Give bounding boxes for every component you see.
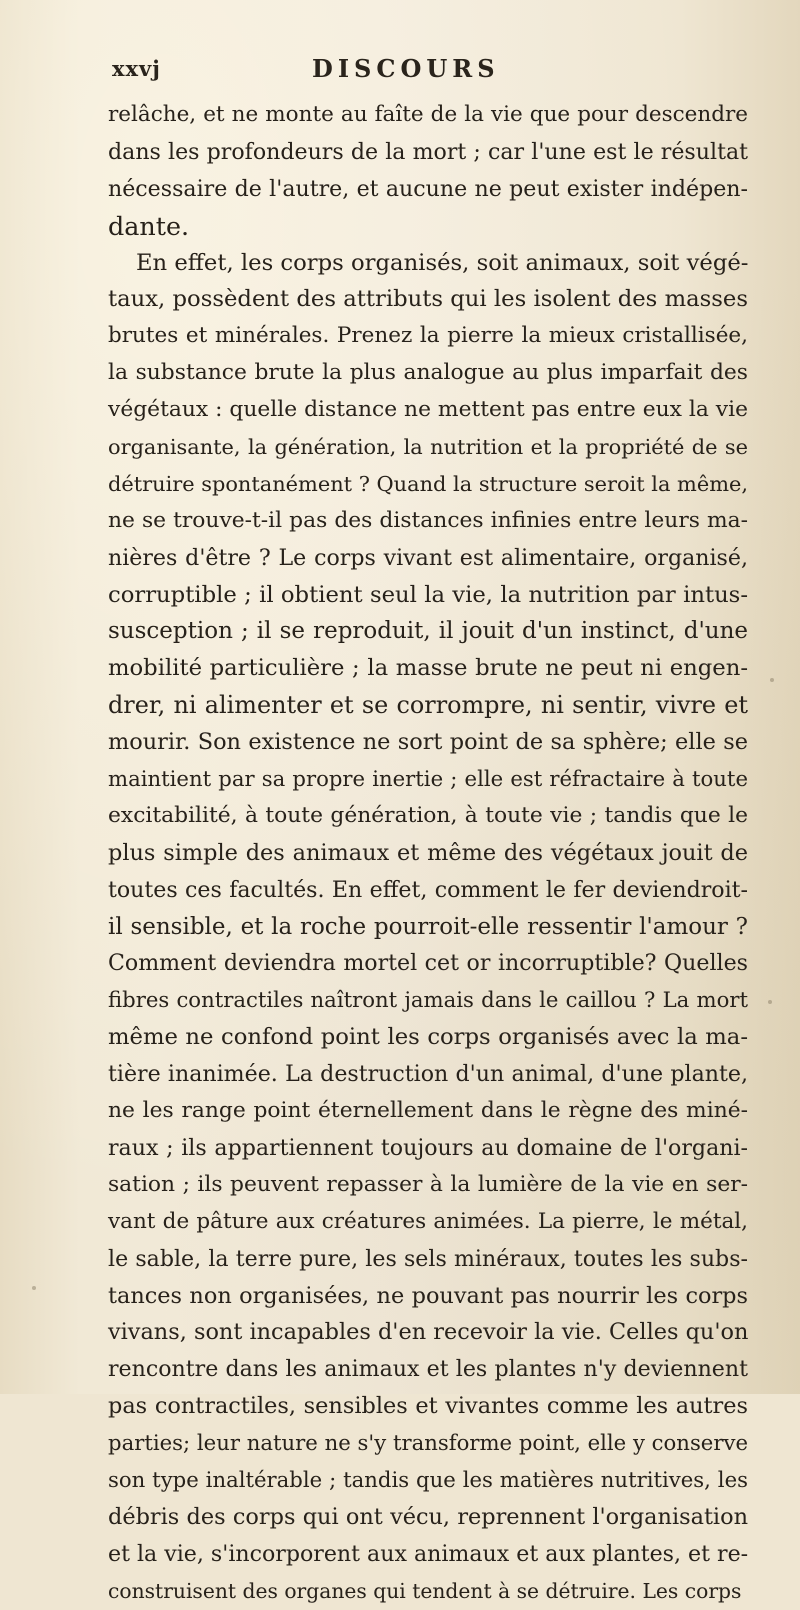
paper-speck [32, 1286, 36, 1290]
text-line: corruptible ; il obtient seul la vie, la nutrition par intus- [108, 581, 748, 608]
text-line: En effet, les corps organisés, soit animaux, soit végé- [136, 249, 749, 276]
text-line: la substance brute la plus analogue au plus imparfait des [108, 360, 748, 386]
text-line: brutes et minérales. Prenez la pierre la mieux cristallisée, [108, 323, 748, 349]
text-line: excitabilité, à toute génération, à toute vie ; tandis que le [108, 802, 748, 828]
text-line: dans les profondeurs de la mort ; car l'une est le résultat [108, 138, 748, 165]
text-line: mourir. Son existence ne sort point de sa sphère; elle se [108, 729, 748, 756]
text-line: détruire spontanément ? Quand la structure seroit la même, [108, 471, 749, 496]
text-line: le sable, la terre pure, les sels minéraux, toutes les subs- [108, 1245, 748, 1272]
text-line: construisent des organes qui tendent à se détruire. Les corps [108, 1578, 742, 1603]
page-header [112, 50, 712, 90]
text-line: dante. [108, 210, 190, 241]
text-line: débris des corps qui ont vécu, reprennent l'organisation [108, 1503, 748, 1530]
text-line: vant de pâture aux créatures animées. La pierre, le métal, [108, 1208, 748, 1234]
text-line: ne les range point éternellement dans le règne des miné- [108, 1098, 748, 1124]
text-line: organisante, la génération, la nutrition et la propriété de se [108, 435, 748, 460]
text-line: toutes ces facultés. En effet, comment le fer deviendroit- [108, 876, 748, 903]
text-line: vivans, sont incapables d'en recevoir la vie. Celles qu'on [108, 1319, 749, 1346]
text-line: maintient par sa propre inertie ; elle est réfractaire à toute [108, 766, 748, 792]
text-line: relâche, et ne monte au faîte de la vie que pour descendre [108, 102, 748, 127]
text-line: même ne confond point les corps organisés avec la ma- [108, 1024, 748, 1051]
text-line: susception ; il se reproduit, il jouit d'un instinct, d'une [108, 618, 748, 645]
text-line: raux ; ils appartiennent toujours au domaine de l'organi- [108, 1134, 748, 1161]
running-head: DISCOURS [312, 54, 500, 83]
body-text [108, 97, 748, 1610]
text-line: mobilité particulière ; la masse brute ne peut ni engen- [108, 655, 748, 682]
text-line: son type inaltérable ; tandis que les matières nutritives, les [108, 1466, 748, 1492]
text-line: rencontre dans les animaux et les plantes n'y deviennent [108, 1356, 748, 1383]
text-line: taux, possèdent des attributs qui les isolent des masses [108, 286, 748, 313]
text-line: fibres contractiles naîtront jamais dans le caillou ? La mort [108, 987, 748, 1013]
text-line: ne se trouve-t-il pas des distances infinies entre leurs ma- [108, 507, 748, 533]
text-line: parties; leur nature ne s'y transforme point, elle y conserve [108, 1430, 748, 1456]
text-line: tière inanimée. La destruction d'un animal, d'une plante, [108, 1061, 748, 1088]
text-line: plus simple des animaux et même des végétaux jouit de [108, 839, 748, 866]
text-line: drer, ni alimenter et se corrompre, ni sentir, vivre et [108, 691, 748, 720]
text-line: pas contractiles, sensibles et vivantes comme les autres [108, 1393, 748, 1420]
text-line: tances non organisées, ne pouvant pas nourrir les corps [108, 1282, 748, 1309]
text-line: sation ; ils peuvent repasser à la lumière de la vie en ser- [108, 1171, 748, 1197]
text-line: Comment deviendra mortel cet or incorruptible? Quelles [108, 950, 748, 977]
paper-speck [768, 1000, 772, 1004]
paper-speck [770, 678, 774, 682]
page-number: xxvj [112, 56, 161, 81]
text-line: et la vie, s'incorporent aux animaux et aux plantes, et re- [108, 1540, 749, 1567]
text-line: nécessaire de l'autre, et aucune ne peut exister indépen- [108, 175, 748, 202]
text-line: végétaux : quelle distance ne mettent pas entre eux la vie [108, 397, 748, 423]
text-line: il sensible, et la roche pourroit-elle ressentir l'amour ? [108, 913, 748, 940]
text-line: nières d'être ? Le corps vivant est alimentaire, organisé, [108, 544, 748, 571]
